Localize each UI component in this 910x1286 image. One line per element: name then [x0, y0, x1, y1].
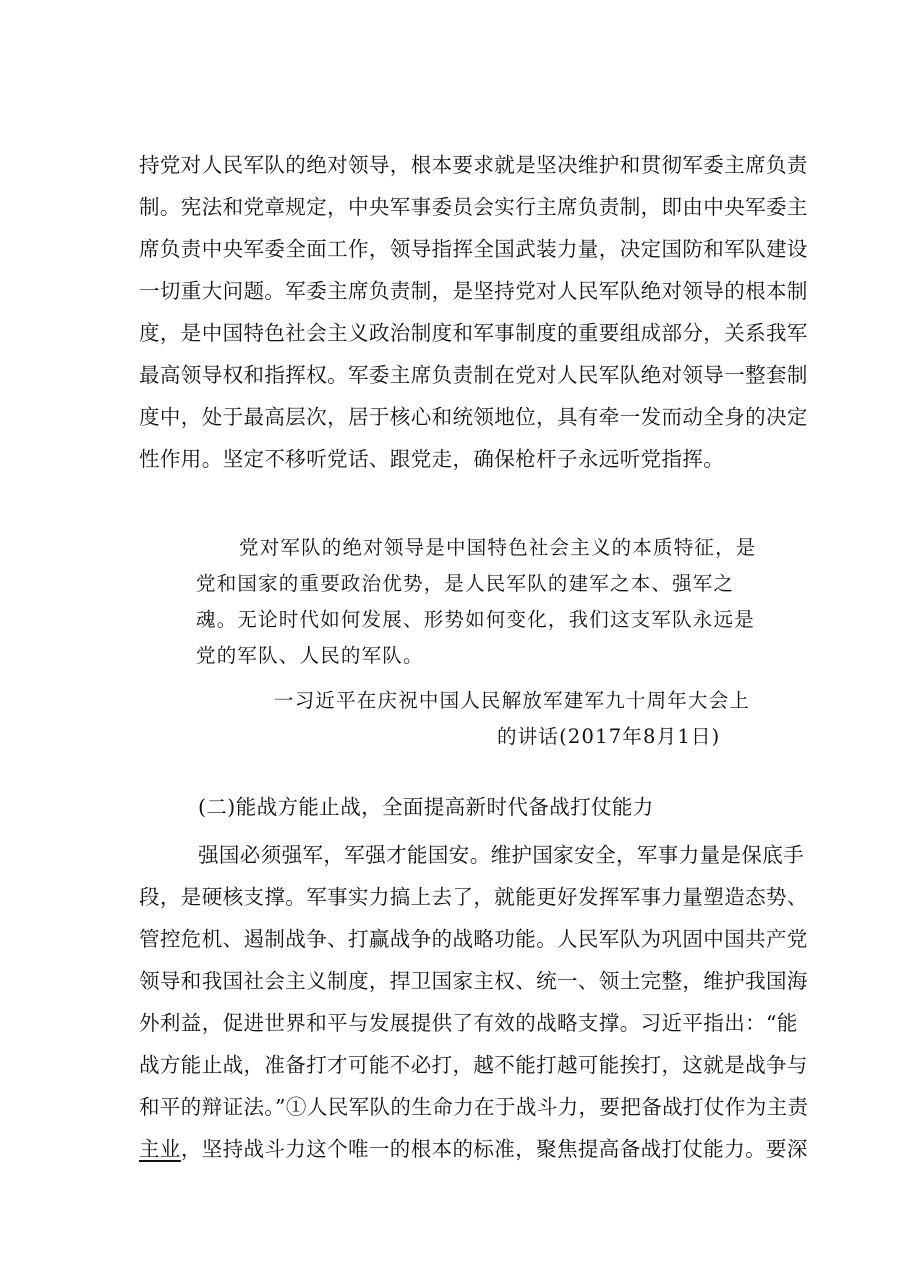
paragraph-1-line: 性作用。坚定不移听党话、跟党走，确保枪杆子永远听党指挥。 [139, 447, 725, 471]
paragraph-1-line: 度中，处于最高层次，居于核心和统领地位，具有牵一发而动全身的决定 [139, 405, 808, 429]
quote-line: 党和国家的重要政治优势，是人民军队的建军之本、强军之 [196, 572, 735, 595]
section-heading: (二)能战方能止战，全面提高新时代备战打仗能力 [198, 795, 654, 819]
paragraph-2-line: 领导和我国社会主义制度，捍卫国家主权、统一、领土完整，维护我国海 [139, 969, 808, 993]
quote-line: 党的军队、人民的军队。 [196, 644, 424, 667]
paragraph-1-line: 度，是中国特色社会主义政治制度和军事制度的重要组成部分，关系我军 [139, 321, 808, 345]
paragraph-1-line: 制。宪法和党章规定，中央军事委员会实行主席负责制，即由中央军委主 [139, 195, 808, 219]
quote-line: 魂。无论时代如何发展、形势如何变化，我们这支军队永远是 [196, 608, 755, 631]
paragraph-1-line: 一切重大问题。军委主席负责制，是坚持党对人民军队绝对领导的根本制 [139, 279, 808, 303]
paragraph-1-line: 最高领导权和指挥权。军委主席负责制在党对人民军队绝对领导一整套制 [139, 363, 808, 387]
paragraph-2-line [139, 1134, 808, 1164]
quote-line: 党对军队的绝对领导是中国特色社会主义的本质特征，是 [239, 536, 757, 559]
paragraph-2-line: 战方能止战，准备打才可能不必打，越不能打越可能挨打，这就是战争与 [139, 1053, 808, 1077]
paragraph-2-line: 外利益，促进世界和平与发展提供了有效的战略支撑。习近平指出：“能 [139, 1011, 798, 1035]
paragraph-2-line-rest: ，坚持战斗力这个唯一的根本的标准，聚焦提高备战打仗能力。要深 [180, 1137, 808, 1161]
underlined-term: 主业 [139, 1137, 181, 1161]
quote-source-date: 的讲话(2017年8月1日) [497, 725, 721, 748]
paragraph-2-line: 管控危机、遏制战争、打赢战争的战略功能。人民军队为巩固中国共产党 [139, 927, 808, 951]
paragraph-2-line: 和平的辩证法。”①人民军队的生命力在于战斗力，要把备战打仗作为主责 [139, 1095, 809, 1119]
paragraph-2-line: 强国必须强军，军强才能国安。维护国家安全，军事力量是保底手 [198, 843, 805, 867]
paragraph-1-line: 席负责中央军委全面工作，领导指挥全国武装力量，决定国防和军队建设 [139, 237, 808, 261]
quote-source: 一习近平在庆祝中国人民解放军建军九十周年大会上 [274, 689, 751, 712]
paragraph-1-line: 持党对人民军队的绝对领导，根本要求就是坚决维护和贯彻军委主席负责 [139, 153, 808, 177]
paragraph-2-line: 段，是硬核支撑。军事实力搞上去了，就能更好发挥军事力量塑造态势、 [139, 885, 808, 909]
